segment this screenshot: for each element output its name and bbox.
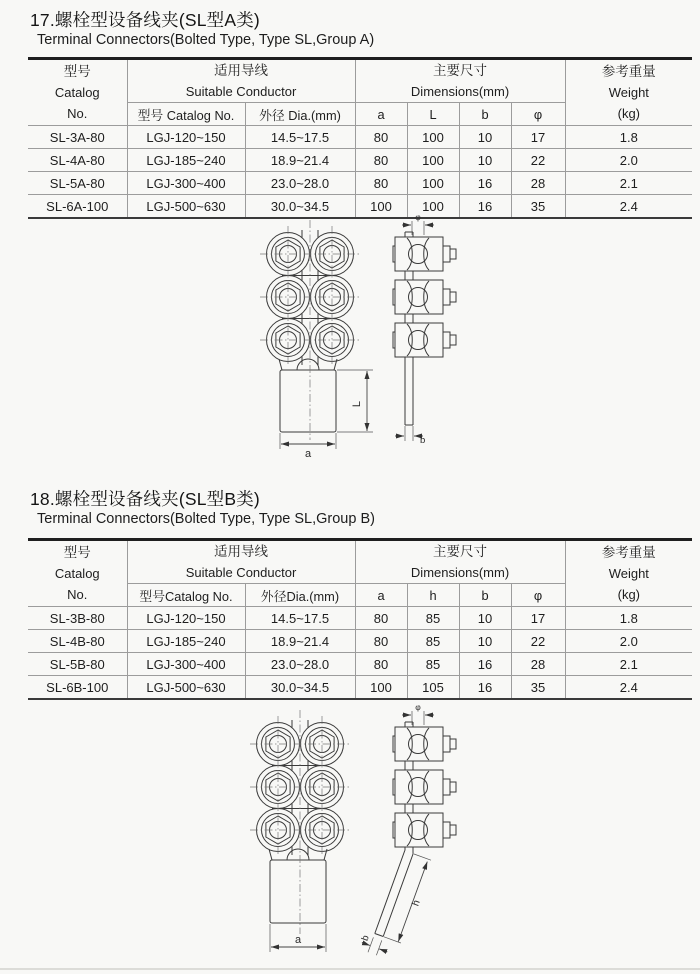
cell-dia: 18.9~21.4 (245, 630, 355, 653)
cell-a: 80 (355, 630, 407, 653)
header-weight-en: Weight (608, 85, 649, 100)
spec-table-group-b (28, 538, 692, 700)
cell-phi: 17 (511, 607, 565, 630)
header-catalog-en: Catalog (54, 566, 100, 581)
cell-model: SL-3B-80 (28, 607, 127, 630)
cell-b: 16 (459, 676, 511, 700)
figure-group-a-drawing (230, 212, 480, 460)
cell-weight: 2.4 (565, 676, 692, 700)
cell-dia: 30.0~34.5 (245, 676, 355, 700)
cell-conductor: LGJ-120~150 (127, 607, 245, 630)
dim-label-h: h (410, 898, 423, 908)
cell-conductor: LGJ-500~630 (127, 676, 245, 700)
cell-phi: 28 (511, 172, 565, 195)
header-catalog-cn: 型号 (63, 545, 91, 560)
cell-weight: 1.8 (565, 126, 692, 149)
cell-conductor: LGJ-500~630 (127, 195, 245, 219)
header-catalog-no-line: No. (67, 106, 88, 121)
cell-b: 10 (459, 126, 511, 149)
dim-label-a: a (304, 448, 312, 460)
dim-label-b: b (359, 933, 372, 943)
cell-model: SL-5B-80 (28, 653, 127, 676)
header-dimensions-cn: 主要尺寸 (433, 544, 488, 559)
cell-h: 105 (407, 676, 459, 700)
section-a-heading: 17.螺栓型设备线夹(SL型A类) (30, 10, 260, 30)
cell-b: 16 (459, 653, 511, 676)
header-catalog-no-line: No. (67, 587, 88, 602)
header-dimensions-en: Dimensions(mm) (410, 565, 510, 580)
dim-label-a: a (294, 934, 302, 946)
cell-b: 16 (459, 195, 511, 219)
cell-model: SL-4A-80 (28, 149, 127, 172)
subheader-dim-a: a (355, 584, 407, 607)
cell-model: SL-3A-80 (28, 126, 127, 149)
cell-model: SL-6B-100 (46, 679, 109, 695)
header-dimensions (355, 540, 565, 584)
subheader-conductor-dia: 外径 Dia.(mm) (245, 103, 355, 126)
header-catalog-en: Catalog (54, 85, 100, 100)
header-conductor (127, 59, 355, 103)
cell-phi: 22 (511, 630, 565, 653)
cell-a: 80 (355, 172, 407, 195)
section-b-heading: 18.螺栓型设备线夹(SL型B类) (30, 489, 260, 509)
cell-conductor: LGJ-185~240 (127, 630, 245, 653)
cell-conductor: LGJ-185~240 (127, 149, 245, 172)
header-weight (565, 540, 692, 607)
cell-phi: 35 (511, 195, 565, 219)
cell-a: 80 (355, 126, 407, 149)
section-b-subheading: Terminal Connectors(Bolted Type, Type SL,Group B) (37, 511, 375, 527)
cell-b: 10 (459, 607, 511, 630)
cell-conductor: LGJ-120~150 (127, 126, 245, 149)
header-catalog-no (28, 59, 127, 126)
cell-dia: 23.0~28.0 (245, 172, 355, 195)
cell-h: 85 (407, 630, 459, 653)
cell-L: 100 (407, 172, 459, 195)
header-dimensions-en: Dimensions(mm) (410, 84, 510, 99)
subheader-dim-a: a (355, 103, 407, 126)
dim-label-phi: φ (415, 212, 421, 222)
header-weight-en: Weight (608, 566, 649, 581)
cell-model: SL-5A-80 (28, 172, 127, 195)
cell-a: 80 (355, 149, 407, 172)
header-conductor-en: Suitable Conductor (185, 84, 297, 99)
dim-label-phi: φ (415, 702, 421, 712)
cell-weight: 2.0 (565, 149, 692, 172)
header-conductor-cn: 适用导线 (214, 63, 268, 78)
header-weight-cn: 参考重量 (601, 64, 656, 79)
cell-a: 100 (355, 676, 407, 700)
header-conductor-en: Suitable Conductor (185, 565, 297, 580)
cell-phi: 35 (511, 676, 565, 700)
cell-conductor: LGJ-300~400 (127, 653, 245, 676)
dim-label-L: L (351, 400, 363, 408)
header-weight-cn: 参考重量 (601, 545, 656, 560)
subheader-dim-b: b (459, 103, 511, 126)
cell-L: 100 (407, 126, 459, 149)
cell-a: 80 (355, 607, 407, 630)
table-row (28, 630, 692, 653)
dim-label-b: b (420, 435, 426, 446)
header-conductor-cn: 适用导线 (214, 544, 268, 559)
header-weight-unit: (kg) (617, 106, 640, 121)
table-row (28, 676, 692, 700)
cell-dia: 14.5~17.5 (245, 607, 355, 630)
section-a-subheading: Terminal Connectors(Bolted Type, Type SL,Group A) (37, 32, 375, 48)
subheader-dim-b: b (459, 584, 511, 607)
cell-dia: 23.0~28.0 (245, 653, 355, 676)
cell-model: SL-4B-80 (28, 630, 127, 653)
cell-a: 100 (355, 195, 407, 219)
header-conductor (127, 540, 355, 584)
subheader-conductor-model: 型号Catalog No. (127, 584, 245, 607)
subheader-dim-phi: φ (511, 584, 565, 607)
table-row (28, 149, 692, 172)
cell-conductor: LGJ-300~400 (127, 172, 245, 195)
page-bottom-rule (0, 968, 700, 970)
header-weight (565, 59, 692, 126)
cell-h: 85 (407, 653, 459, 676)
figure-a-front-view (260, 220, 373, 460)
header-weight-unit: (kg) (617, 587, 640, 602)
cell-dia: 18.9~21.4 (245, 149, 355, 172)
cell-h: 85 (407, 607, 459, 630)
table-row (28, 126, 692, 149)
cell-weight: 2.1 (565, 653, 692, 676)
cell-b: 16 (459, 172, 511, 195)
cell-weight: 2.0 (565, 630, 692, 653)
cell-weight: 2.4 (565, 195, 692, 219)
header-catalog-cn: 型号 (63, 64, 91, 79)
cell-weight: 1.8 (565, 607, 692, 630)
table-row (28, 653, 692, 676)
header-dimensions-cn: 主要尺寸 (433, 63, 488, 78)
cell-phi: 28 (511, 653, 565, 676)
subheader-dim-phi: φ (511, 103, 565, 126)
cell-b: 10 (459, 149, 511, 172)
subheader-conductor-model: 型号 Catalog No. (127, 103, 245, 126)
header-catalog-no (28, 540, 127, 607)
table-row (28, 172, 692, 195)
cell-weight: 2.1 (565, 172, 692, 195)
figure-b-side-view (360, 702, 456, 955)
subheader-conductor-dia: 外径Dia.(mm) (245, 584, 355, 607)
cell-L: 100 (407, 195, 459, 219)
cell-phi: 22 (511, 149, 565, 172)
header-dimensions (355, 59, 565, 103)
figure-a-side-view (393, 212, 456, 446)
cell-model: SL-6A-100 (46, 198, 109, 214)
table-row (28, 607, 692, 630)
cell-a: 80 (355, 653, 407, 676)
cell-b: 10 (459, 630, 511, 653)
subheader-dim-L: L (407, 103, 459, 126)
cell-L: 100 (407, 149, 459, 172)
cell-dia: 14.5~17.5 (245, 126, 355, 149)
cell-phi: 17 (511, 126, 565, 149)
figure-b-front-view (250, 710, 350, 952)
cell-dia: 30.0~34.5 (245, 195, 355, 219)
figure-group-b-drawing (230, 702, 490, 968)
subheader-dim-h: h (407, 584, 459, 607)
spec-table-group-a (28, 57, 692, 219)
